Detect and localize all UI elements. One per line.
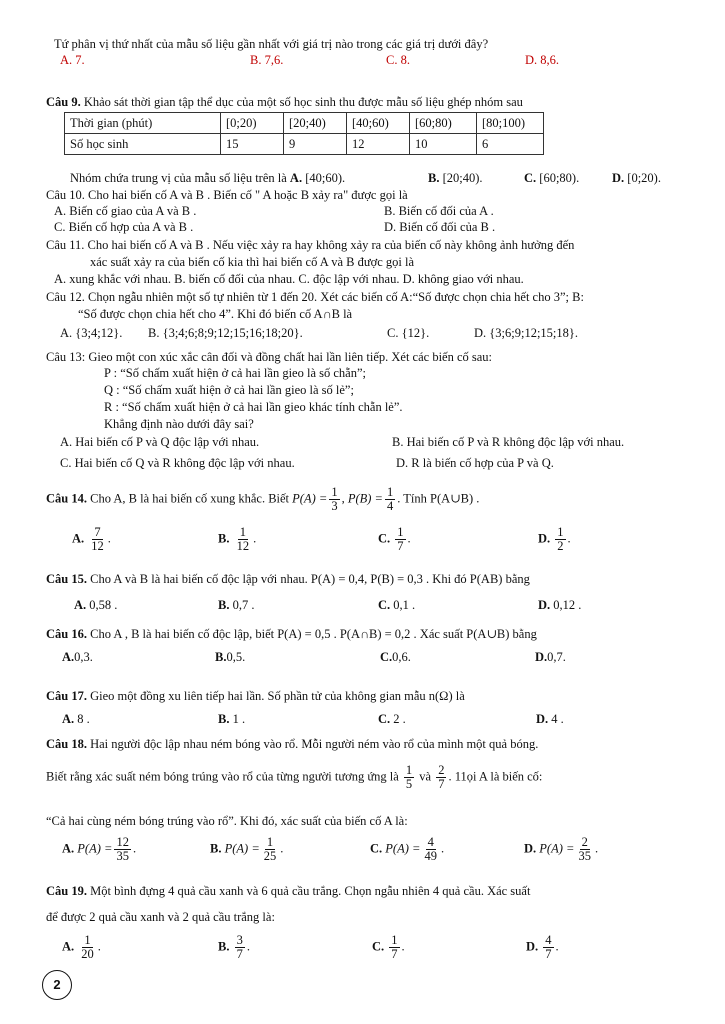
table-cell: Thời gian (phút) [65, 113, 221, 134]
q12-stem-line1: Câu 12. Chọn ngẫu nhiên một số tự nhiên từ 1 đến 20. Xét các biến cố A:“Số được chọn chia hết cho 3”; B: [46, 290, 584, 304]
q18-answer-d: D. P(A) = $\frac{2}{35}$ . [524, 835, 599, 864]
table-cell: [0;20) [221, 113, 284, 134]
q16-answer-a: A.0,3. [62, 650, 93, 664]
q15-answer-c: C. 0,1 . [378, 598, 416, 612]
q13-stem: Câu 13: Gieo một con xúc xắc cân đối và đồng chất hai lần liên tiếp. Xét các biến cố sau: [46, 350, 493, 364]
table-cell: [80;100) [477, 113, 544, 134]
q10-answer-b: B. Biến cố đối của A . [384, 204, 494, 218]
q13-answer-a: A. Hai biến cố P và Q độc lập với nhau. [60, 435, 260, 449]
q13-answer-c: C. Hai biến cố Q và R không độc lập với nhau. [60, 456, 295, 470]
q9-answer-b: B. [20;40). [428, 171, 483, 185]
q15-stem: Câu 15. Cho A và B là hai biến cố độc lập với nhau. P(A) = 0,4, P(B) = 0,3 . Khi đó P(AB) bằng [46, 572, 530, 586]
q18-answer-a: A. P(A) = $\frac{12}{35}$ . [62, 835, 137, 864]
q14-answer-c: C. $\frac{1}{7}$ . [378, 525, 411, 554]
q14-answer-b: B. $\frac{1}{12}$ . [218, 525, 257, 554]
q18-stem: Câu 18. Hai người độc lập nhau ném bóng vào rổ. Mỗi người ném vào rổ của mình một quả bóng. [46, 737, 539, 751]
q11-answers: A. xung khắc với nhau. B. biến cố đối của nhau. C. độc lập với nhau. D. không giao với nhau. [54, 272, 524, 286]
table-cell: 9 [284, 134, 347, 155]
q9-question: Nhóm chứa trung vị của mẫu số liệu trên là A. [40;60). [70, 171, 346, 185]
page-number: 2 [42, 970, 72, 1000]
q19-stem: Câu 19. Một bình đựng 4 quả cầu xanh và 6 quả cầu trắng. Chọn ngẫu nhiên 4 quả cầu. Xác suất [46, 884, 531, 898]
q17-stem: Câu 17. Gieo một đồng xu liên tiếp hai lần. Số phần tử của không gian mẫu n(Ω) là [46, 689, 465, 703]
q10-answer-d: D. Biến cố đối của B . [384, 220, 496, 234]
table-cell: Số học sinh [65, 134, 221, 155]
table-cell: [40;60) [347, 113, 410, 134]
q13-event-p: P : “Số chấm xuất hiện ở cả hai lần gieo là số chẵn”; [104, 366, 366, 380]
q19-answer-c: C. $\frac{1}{7}$ . [372, 933, 405, 962]
q14-answer-d: D. $\frac{1}{2}$ . [538, 525, 571, 554]
q18-line2: Biết rằng xác suất ném bóng trúng vào rổ của từng người tương ứng là $\frac{1}{5}$ và $\frac{2}{7}$ . 11ọi A là biến cố: [46, 763, 543, 792]
table-cell: [60;80) [410, 113, 477, 134]
q12-answer-c: C. {12}. [387, 326, 430, 340]
q18-line3: “Cả hai cùng ném bóng trúng vào rổ”. Khi đó, xác suất của biến cố A là: [46, 814, 408, 828]
q17-answer-c: C. 2 . [378, 712, 406, 726]
q15-answer-a: A. 0,58 . [74, 598, 118, 612]
q10-answer-a: A. Biến cố giao của A và B . [54, 204, 197, 218]
q11-stem-line1: Câu 11. Cho hai biến cố A và B . Nếu việc xảy ra hay không xảy ra của biến cố này không ảnh hưởng đến [46, 238, 575, 252]
q11-stem-line2: xác suất xảy ra của biến cố kia thì hai biến cố A và B được gọi là [90, 255, 415, 269]
prev-answer-c: C. 8. [386, 53, 410, 67]
q12-answer-b: B. {3;4;6;8;9;12;15;16;18;20}. [148, 326, 303, 340]
q10-stem: Câu 10. Cho hai biến cố A và B . Biến cố " A hoặc B xảy ra" được gọi là [46, 188, 408, 202]
table-row [65, 113, 544, 134]
q9-answer-d: D. [0;20). [612, 171, 661, 185]
prev-answer-d: D. 8,6. [525, 53, 560, 67]
q9-stem: Câu 9. Khảo sát thời gian tập thể dục của một số học sinh thu được mẫu số liệu ghép nhóm sau [46, 95, 523, 109]
q15-answer-d: D. 0,12 . [538, 598, 582, 612]
table-cell: [20;40) [284, 113, 347, 134]
prev-answer-a: A. 7. [60, 53, 85, 67]
q12-answer-d: D. {3;6;9;12;15;18}. [474, 326, 579, 340]
q19-answer-b: B. $\frac{3}{7}$ . [218, 933, 250, 962]
q15-answer-b: B. 0,7 . [218, 598, 255, 612]
q9-answer-c: C. [60;80). [524, 171, 580, 185]
prev-answer-b: B. 7,6. [250, 53, 284, 67]
q16-answer-b: B.0,5. [215, 650, 246, 664]
table-cell: 15 [221, 134, 284, 155]
q16-stem: Câu 16. Cho A , B là hai biến cố độc lập, biết P(A) = 0,5 . P(A∩B) = 0,2 . Xác suất P(A∪B) bằng [46, 627, 537, 641]
prev-question-stem: Tứ phân vị thứ nhất của mẫu số liệu gần nhất với giá trị nào trong các giá trị dưới đây? [54, 37, 489, 51]
table-cell: 10 [410, 134, 477, 155]
q16-answer-d: D.0,7. [535, 650, 566, 664]
q17-answer-b: B. 1 . [218, 712, 246, 726]
q13-ask: Khẳng định nào dưới đây sai? [104, 417, 254, 431]
q13-answer-d: D. R là biến cố hợp của P và Q. [396, 456, 554, 470]
q14-stem: Câu 14. Cho A, B là hai biến cố xung khắc. Biết P(A) = $\frac{1}{3}$ , P(B) = $\frac{1}{4}$ . Tính P(A∪B) . [46, 485, 480, 514]
q9-table [64, 112, 544, 155]
q17-answer-a: A. 8 . [62, 712, 90, 726]
table-cell: 12 [347, 134, 410, 155]
q10-answer-c: C. Biến cố hợp của A và B . [54, 220, 194, 234]
q16-answer-c: C.0,6. [380, 650, 411, 664]
table-cell: 6 [477, 134, 544, 155]
q12-stem-line2: “Số được chọn chia hết cho 4”. Khi đó biến cố A∩B là [78, 307, 353, 321]
q19-line2: để được 2 quả cầu xanh và 2 quả cầu trắng là: [46, 910, 275, 924]
q13-event-r: R : “Số chấm xuất hiện ở cả hai lần gieo khác tính chẵn lẻ”. [104, 400, 403, 414]
q19-answer-d: D. $\frac{4}{7}$ . [526, 933, 559, 962]
q18-answer-b: B. P(A) = $\frac{1}{25}$ . [210, 835, 284, 864]
q13-event-q: Q : “Số chấm xuất hiện ở cả hai lần gieo là số lẻ”; [104, 383, 354, 397]
q14-answer-a: A. $\frac{7}{12}$ . [72, 525, 111, 554]
q18-answer-c: C. P(A) = $\frac{4}{49}$ . [370, 835, 445, 864]
q12-answer-a: A. {3;4;12}. [60, 326, 123, 340]
q19-answer-a: A. $\frac{1}{20}$ . [62, 933, 101, 962]
table-row [65, 134, 544, 155]
q13-answer-b: B. Hai biến cố P và R không độc lập với nhau. [392, 435, 625, 449]
q17-answer-d: D. 4 . [536, 712, 564, 726]
